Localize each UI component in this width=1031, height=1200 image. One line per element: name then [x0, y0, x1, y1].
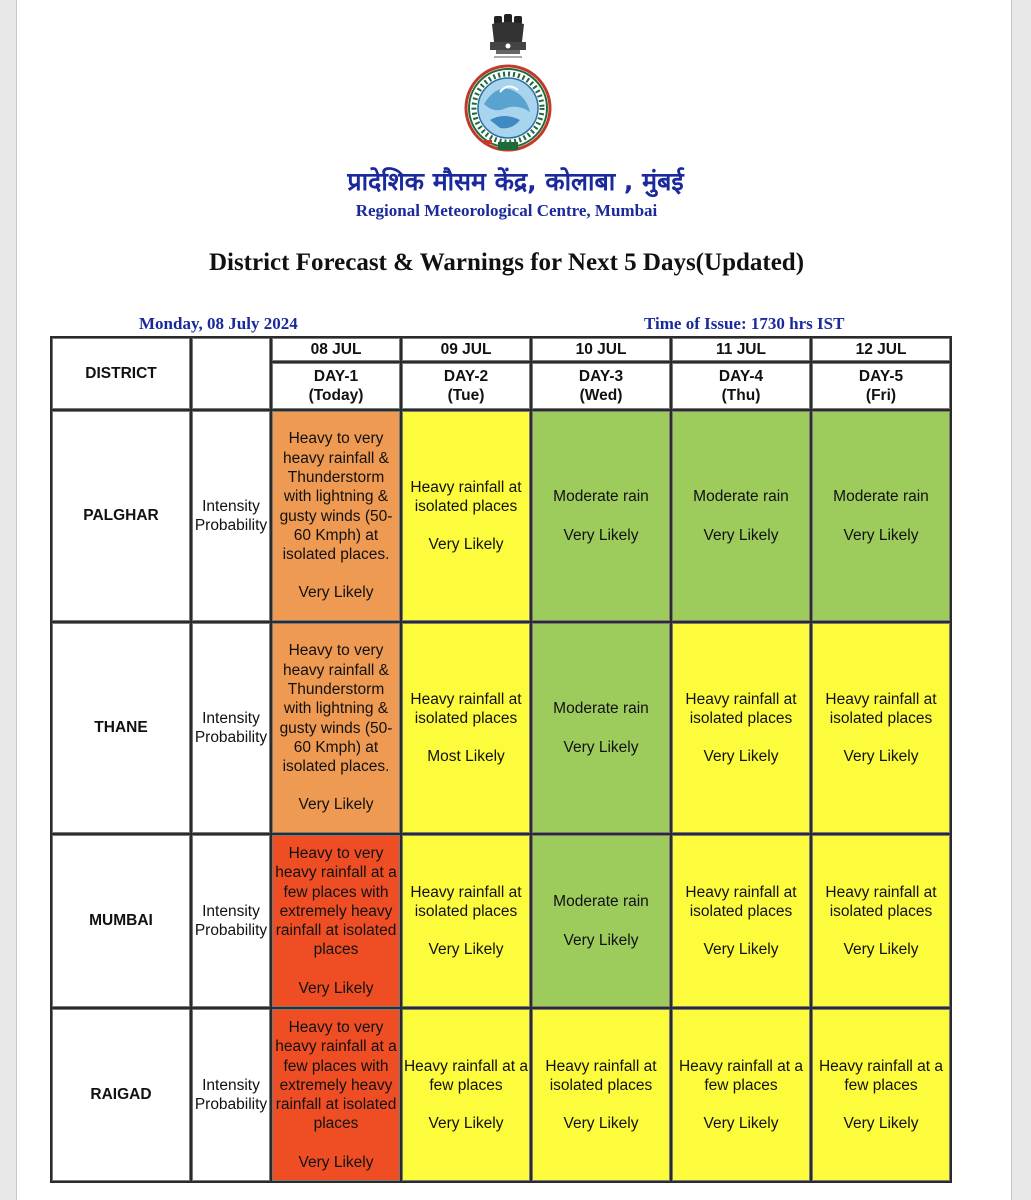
- date-header: 09 JUL: [402, 338, 530, 361]
- forecast-cell: Heavy to very heavy rainfall & Thunderstorm with lightning & gusty winds (50-60 Kmph) at isolated places. Very Likely: [272, 623, 400, 833]
- param-header: [192, 338, 270, 409]
- forecast-cell: Heavy to very heavy rainfall at a few places with extremely heavy rainfall at isolated places Very Likely: [272, 1009, 400, 1181]
- forecast-cell: Heavy to very heavy rainfall & Thunderstorm with lightning & gusty winds (50-60 Kmph) at isolated places. Very Likely: [272, 411, 400, 621]
- forecast-cell: Heavy rainfall at isolated places Very Likely: [402, 835, 530, 1007]
- forecast-table: [50, 336, 952, 1183]
- forecast-cell: Heavy rainfall at isolated places Very Likely: [672, 623, 810, 833]
- district-name: PALGHAR: [52, 411, 190, 621]
- forecast-cell: Heavy rainfall at isolated places Very Likely: [672, 835, 810, 1007]
- date-header: 12 JUL: [812, 338, 950, 361]
- param-labels: Intensity Probability: [192, 1009, 270, 1181]
- ashoka-emblem-icon: [490, 14, 526, 57]
- date-header: 08 JUL: [272, 338, 400, 361]
- param-labels: Intensity Probability: [192, 411, 270, 621]
- forecast-cell: Moderate rain Very Likely: [532, 835, 670, 1007]
- forecast-cell: Heavy to very heavy rainfall at a few places with extremely heavy rainfall at isolated places Very Likely: [272, 835, 400, 1007]
- date-header: 11 JUL: [672, 338, 810, 361]
- day-header: DAY-5 (Fri): [812, 363, 950, 409]
- forecast-cell: Moderate rain Very Likely: [532, 623, 670, 833]
- issue-date: Monday, 08 July 2024: [139, 314, 298, 333]
- param-labels: Intensity Probability: [192, 623, 270, 833]
- issue-time: Time of Issue: 1730 hrs IST: [644, 314, 845, 333]
- district-name: MUMBAI: [52, 835, 190, 1007]
- district-header: DISTRICT: [52, 338, 190, 409]
- imd-ring-icon: [466, 66, 550, 150]
- forecast-cell: Moderate rain Very Likely: [812, 411, 950, 621]
- forecast-cell: Moderate rain Very Likely: [532, 411, 670, 621]
- table-row: [52, 411, 950, 621]
- forecast-cell: Heavy rainfall at isolated places Very Likely: [532, 1009, 670, 1181]
- date-header: 10 JUL: [532, 338, 670, 361]
- page-title: District Forecast & Warnings for Next 5 Days(Updated): [208, 249, 805, 276]
- forecast-cell: Heavy rainfall at isolated places Very Likely: [812, 835, 950, 1007]
- hindi-title: प्रादेशिक मौसम केंद्र, कोलाबा , मुंबई: [347, 167, 684, 196]
- district-name: RAIGAD: [52, 1009, 190, 1181]
- english-title: Regional Meteorological Centre, Mumbai: [355, 201, 658, 220]
- table-row: [52, 835, 950, 1007]
- forecast-cell: Heavy rainfall at isolated places Very Likely: [402, 411, 530, 621]
- forecast-cell: Heavy rainfall at isolated places Most Likely: [402, 623, 530, 833]
- table-row: [52, 623, 950, 833]
- day-header: DAY-3 (Wed): [532, 363, 670, 409]
- forecast-cell: Heavy rainfall at isolated places Very Likely: [812, 623, 950, 833]
- table-row: [52, 1009, 950, 1181]
- district-name: THANE: [52, 623, 190, 833]
- forecast-cell: Moderate rain Very Likely: [672, 411, 810, 621]
- day-header: DAY-1 (Today): [272, 363, 400, 409]
- forecast-cell: Heavy rainfall at a few places Very Likely: [812, 1009, 950, 1181]
- forecast-cell: Heavy rainfall at a few places Very Likely: [672, 1009, 810, 1181]
- imd-logo: [460, 12, 556, 157]
- day-header: DAY-4 (Thu): [672, 363, 810, 409]
- param-labels: Intensity Probability: [192, 835, 270, 1007]
- day-header: DAY-2 (Tue): [402, 363, 530, 409]
- forecast-cell: Heavy rainfall at a few places Very Likely: [402, 1009, 530, 1181]
